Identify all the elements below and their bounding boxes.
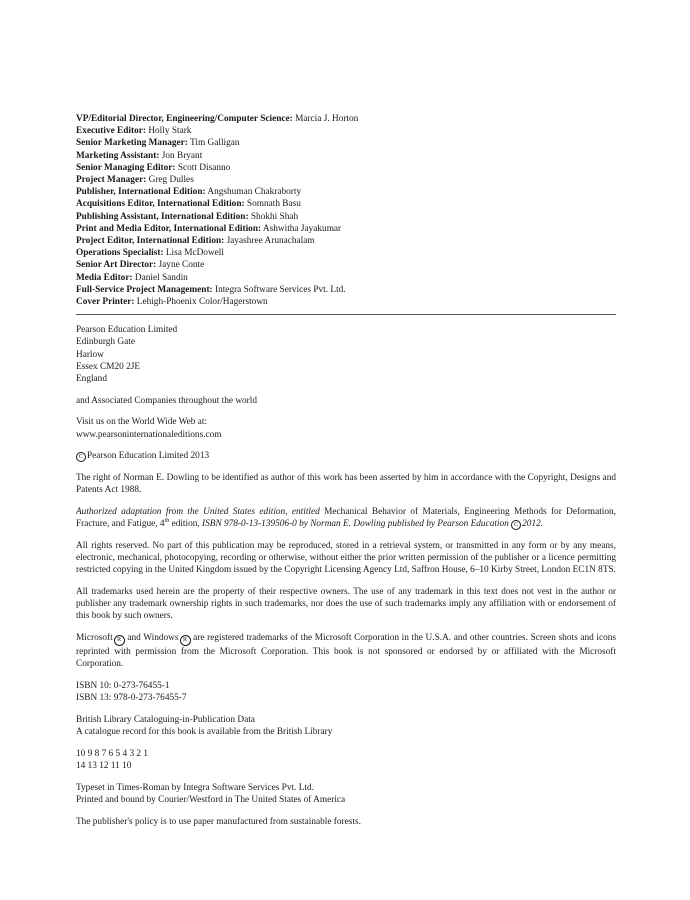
credit-name: Lisa McDowell <box>165 248 224 259</box>
associated-companies: and Associated Companies throughout the world <box>76 395 258 406</box>
credit-line <box>76 296 616 308</box>
isbn-13: ISBN 13: 978-0-273-76455-7 <box>76 693 187 704</box>
microsoft-notice <box>76 632 616 670</box>
author-rights: The right of Norman E. Dowling to be identified as author of this work has been asserted by him in accordance with the Copyright, Designs and Patents Act 1988. <box>76 473 616 496</box>
copyright-symbol-icon: C <box>76 452 86 462</box>
credit-name: Jon Bryant <box>161 150 203 161</box>
isbn-block <box>76 680 616 704</box>
cip-block <box>76 714 616 738</box>
adaptation-year: 2012. <box>522 519 544 530</box>
credit-role: Full-Service Project Management: <box>76 284 213 295</box>
adaptation-lead: Authorized adaptation from the United States edition, entitled <box>76 506 320 517</box>
credit-line <box>76 223 616 235</box>
print-line: 14 13 12 11 10 <box>76 761 132 772</box>
edition-superscript: th <box>164 518 170 525</box>
credit-role: Senior Art Director: <box>76 260 157 271</box>
credit-name: Tim Galligan <box>190 138 240 149</box>
credit-line <box>76 137 616 149</box>
address-line: Harlow <box>76 349 104 360</box>
credit-line <box>76 113 616 125</box>
credit-role: Senior Managing Editor: <box>76 162 176 173</box>
credit-role: Marketing Assistant: <box>76 150 160 161</box>
credit-line <box>76 284 616 296</box>
credit-role: Cover Printer: <box>76 297 135 308</box>
credit-name: Integra Software Services Pvt. Ltd. <box>214 284 346 295</box>
credit-name: Ashwitha Jayakumar <box>262 223 342 234</box>
credit-line <box>76 211 616 223</box>
credit-name: Holly Stark <box>148 126 192 137</box>
print-line: 10 9 8 7 6 5 4 3 2 1 <box>76 748 149 759</box>
credit-name: Lehigh-Phoenix Color/Hagerstown <box>136 297 268 308</box>
and-word: and <box>127 633 141 644</box>
adaptation-isbn: ISBN 978-0-13-139506-0 by Norman E. Dowling published by Pearson Education <box>202 519 509 530</box>
website-label: Visit us on the World Wide Web at: <box>76 417 208 428</box>
credit-name: Shokhi Shah <box>250 211 299 222</box>
address-line: Edinburgh Gate <box>76 337 135 348</box>
credit-role: Print and Media Editor, International Edition: <box>76 223 262 234</box>
address-line: Pearson Education Limited <box>76 325 178 336</box>
credit-role: Publisher, International Edition: <box>76 187 206 198</box>
rights-reserved: All rights reserved. No part of this publication may be reproduced, stored in a retrieval system, or transmitted in any form or by any means, electronic, mechanical, photocopying, recording or otherwise, without either the prior written permission of the publisher or a licence permitting restricted copying in the United Kingdom issued by the Copyright Licensing Agency Ltd, Saffron House, 6–10 Kirby Street, London EC1N 8TS. <box>76 540 617 576</box>
credit-role: Senior Marketing Manager: <box>76 138 188 149</box>
credit-name: Somnath Basu <box>246 199 301 210</box>
microsoft-word: Microsoft <box>76 633 113 644</box>
printer-line: Printed and bound by Courier/Westford in The United States of America <box>76 794 346 805</box>
typeset-line: Typeset in Times-Roman by Integra Software Services Pvt. Ltd. <box>76 782 314 793</box>
credit-role: Operations Specialist: <box>76 248 164 259</box>
credit-name: Jayashree Arunachalam <box>226 236 315 247</box>
credit-name: Angshuman Chakraborty <box>207 187 302 198</box>
cip-line: British Library Cataloguing-in-Publication Data <box>76 714 255 725</box>
adaptation-notice <box>76 506 616 530</box>
typeset-block <box>76 782 616 806</box>
address-line: England <box>76 374 107 385</box>
microsoft-text: are registered trademarks of the Microsoft Corporation in the U.S.A. and other countries. Screen shots and icons reprinted with permission from the Microsoft Corporation. This book is not sponsored or endorsed by or affiliated with the Microsoft Corporation. <box>76 633 617 670</box>
publisher-address <box>76 324 616 385</box>
paper-policy: The publisher's policy is to use paper manufactured from sustainable forests. <box>76 816 361 827</box>
credit-role: Project Editor, International Edition: <box>76 236 225 247</box>
credit-role: Executive Editor: <box>76 126 146 137</box>
credit-line <box>76 259 616 271</box>
credit-line <box>76 125 616 137</box>
address-line: Essex CM20 2JE <box>76 361 141 372</box>
isbn-10: ISBN 10: 0-273-76455-1 <box>76 681 170 692</box>
credit-line <box>76 247 616 259</box>
credit-name: Daniel Sandin <box>134 272 188 283</box>
credit-name: Greg Dulles <box>148 175 194 186</box>
edition-word: edition, <box>171 519 200 530</box>
credit-line <box>76 198 616 210</box>
credit-line <box>76 186 616 198</box>
copyright-page <box>76 113 616 837</box>
windows-word: Windows <box>143 633 179 644</box>
credit-role: Media Editor: <box>76 272 133 283</box>
website-url: www.pearsoninternationaleditions.com <box>76 429 222 440</box>
trademarks-notice: All trademarks used herein are the property of their respective owners. The use of any trademark in this text does not vest in the author or publisher any trademark ownership rights in such trademarks, nor does the use of such trademarks imply any affiliation with or endorsement of this book by such owners. <box>76 587 616 622</box>
credit-role: Acquisitions Editor, International Edition: <box>76 199 245 210</box>
copyright-text: Pearson Education Limited 2013 <box>87 451 210 462</box>
registered-icon: R <box>180 635 191 646</box>
website-block <box>76 416 616 440</box>
divider <box>76 314 616 315</box>
registered-icon: R <box>114 635 125 646</box>
copyright-line <box>76 450 616 462</box>
credit-line <box>76 162 616 174</box>
credit-line <box>76 174 616 186</box>
copyright-symbol-icon: C <box>511 520 521 530</box>
credit-role: VP/Editorial Director, Engineering/Computer Science: <box>76 114 293 124</box>
print-line-block <box>76 748 616 772</box>
credit-line <box>76 150 616 162</box>
adaptation-title: Mechanical Behavior of Materials, Engineering Methods for Deformation, Fracture, and Fatigue, 4 <box>76 506 616 530</box>
credit-role: Publishing Assistant, International Edition: <box>76 211 249 222</box>
cip-line: A catalogue record for this book is available from the British Library <box>76 727 333 738</box>
credit-name: Marcia J. Horton <box>295 114 359 124</box>
credits-list <box>76 113 616 308</box>
credit-role: Project Manager: <box>76 175 147 186</box>
credit-line <box>76 235 616 247</box>
credit-line <box>76 272 616 284</box>
credit-name: Jayne Conte <box>158 260 205 271</box>
credit-name: Scott Disanno <box>177 162 231 173</box>
